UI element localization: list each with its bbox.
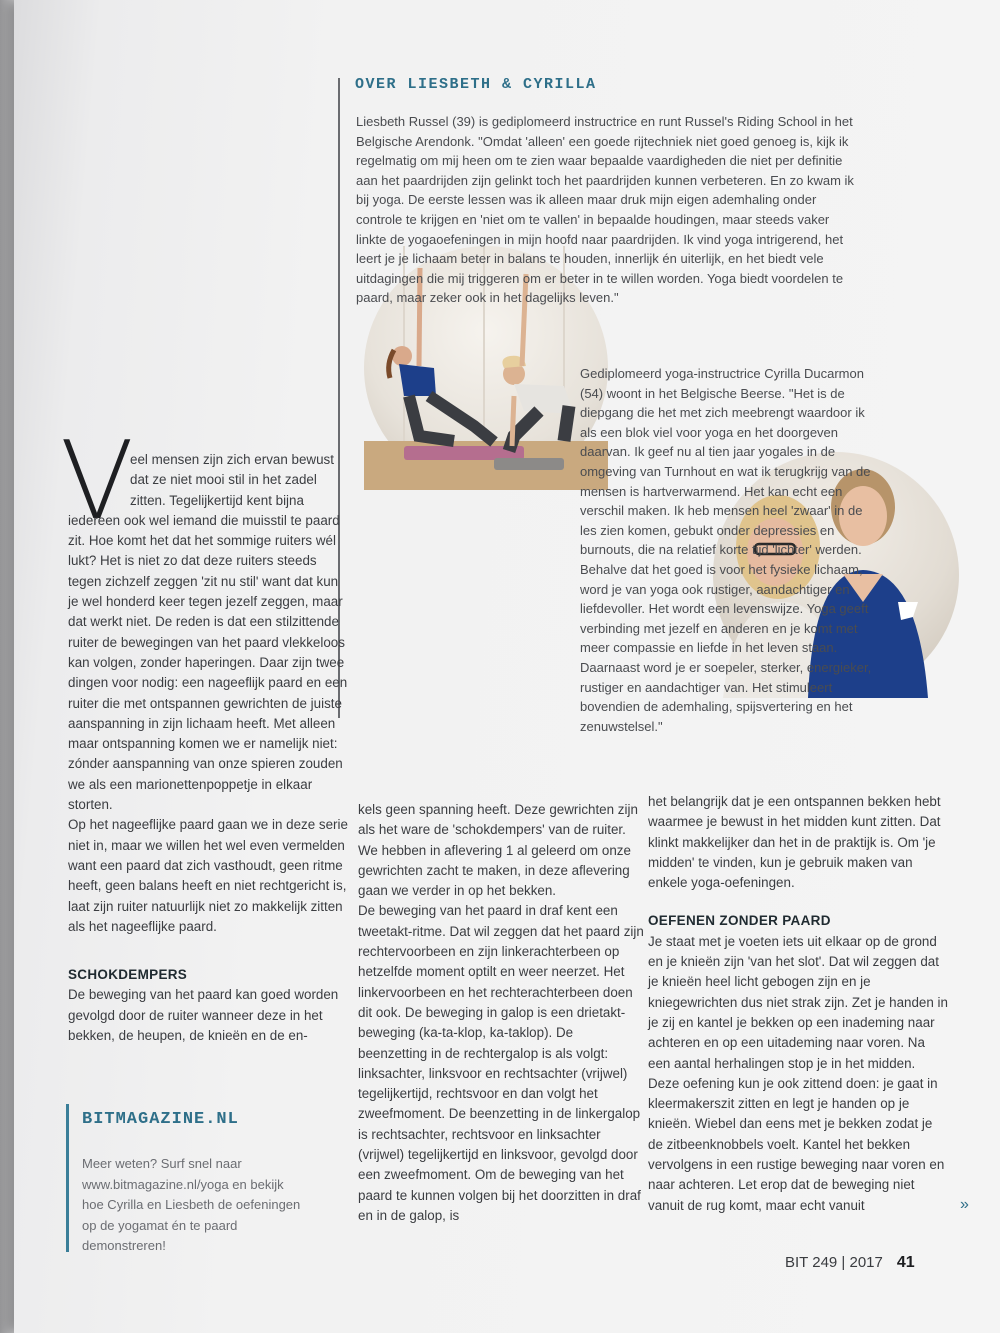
col1-intro-text: eel mensen zijn zich ervan bewust dat ze niet mooi stil in het zadel zitten. Tegelijkertijd kent bijna iedereen ook wel iemand die muisstil te paard zit. Hoe komt het dat het sommige ruiters wél lukt? Het is niet zo dat deze ruiters steeds tegen zichzelf zeggen 'zit nu stil' want dat kun je wel honderd keer tegen jezelf zeggen, maar dat werkt niet. De reden is dat een stilzittende ruiter de bewegingen van het paard vlekkeloos kan volgen, zonder haperingen. Daar zijn twee dingen voor nodig: een nageeflijk paard en een ruiter die met ontspannen gewrichten de juiste aanspanning in zijn lichaam heeft. Met alleen maar ontspanning komen we er namelijk niet: zónder aanspanning van onze spieren zouden we als een marionettenpoppetje in elkaar storten.	[68, 452, 348, 813]
drop-cap: V	[60, 419, 134, 544]
continue-arrow: »	[960, 1196, 969, 1213]
sidebar-title: BITMAGAZINE.NL	[82, 1110, 239, 1129]
issue-label: BIT 249 | 2017	[785, 1254, 883, 1271]
box-body	[356, 112, 861, 306]
column-2	[358, 800, 644, 1226]
column-1	[68, 450, 348, 1046]
box-paragraph-cyrilla-wrap	[580, 364, 880, 734]
magazine-page	[14, 0, 1000, 1333]
col3-heading: OEFENEN ZONDER PAARD	[648, 913, 831, 929]
col2-paragraph-2: De beweging van het paard in draf kent een tweetakt-ritme. Dat wil zeggen dat het paard zijn rechtervoorbeen en zijn linkerachterbeen op hetzelfde moment optilt en weer neerzet. Het linkervoorbeen en het rechterachterbeen doen dit ook. De beweging in galop is een drietakt-beweging (ka-ta-klop, ka-taklop). De beenzetting in de rechtergalop is als volgt: linksachter, linksvoor en rechtsachter (vrijwel) tegelijkertijd, rechtsvoor en dan volgt het zweefmoment. De beenzetting in de linkergalop is rechtsachter, rechtsvoor en linksachter (vrijwel) tegelijkertijd en linksvoor, gevolgd door een zweefmoment. Om de beweging van het paard te kunnen volgen bij het doorzitten in draf en in de galop, is	[358, 903, 644, 1223]
page-number: 41	[896, 1254, 915, 1271]
column-3	[648, 792, 948, 1216]
col1-paragraph-3: De beweging van het paard kan goed worden gevolgd door de ruiter wanneer deze in het bekken, de heupen, de knieën en de en-	[68, 987, 339, 1044]
box-paragraph-liesbeth: Liesbeth Russel (39) is gediplomeerd instructrice en runt Russel's Riding School in het Belgische Arendonk. "Omdat 'alleen' een goede rijtechniek niet goed genoeg is, kijk ik regelmatig om mij heen om te zien waar bepaalde vaardigheden die niet per definitie aan het paardrijden zijn gelinkt toch het paardrijden kunnen verbeteren. En zo kwam ik bij yoga. De eerste lessen was ik alleen maar druk mijn eigen ademhaling onder controle te krijgen en 'niet om te vallen' in bepaalde houdingen, maar steeds vaker linkte de yogaoefeningen in mijn hoofd naar paardrijden. Ik vind yoga intrigerend, het leert je je lichaam beter in balans te houden, innerlijk én uiterlijk, en het biedt vele uitdagingen die mij triggeren om er beter in te willen worden. Yoga biedt voordelen te paard, maar zeker ook in het dagelijks leven."	[356, 114, 854, 306]
box-paragraph-cyrilla: Gediplomeerd yoga-instructrice Cyrilla Ducarmon (54) woont in het Belgische Beerse. "Het is de diepgang die het met zich meebrengt waardoor ik als een blok viel voor yoga en het doorgeven daarvan. Ik geef nu al tien jaar yogales in de omgeving van Turnhout en wat ik terugkrijg van de mensen is hartverwarmend. Het kan echt een verschil maken. Ik heb mensen heel 'zwaar' in de les zien komen, gebukt onder depressies en burnouts, die na relatief korte tijd 'lichter' werden. Behalve dat het goed is voor het fysieke lichaam, word je van yoga ook rustiger, aandachtiger en liefdevoller. Het wordt een levenswijze. Yoga geeft verbinding met jezelf en anderen en je komt met meer compassie en liefde in het leven staan. Daarnaast word je er soepeler, sterker, energieker, rustiger en aandachtiger van. Het stimuleert bovendien de ademhaling, spijsvertering en het zenuwstelsel."	[580, 366, 872, 734]
box-heading: OVER LIESBETH & CYRILLA	[355, 76, 597, 93]
box-paragraph-liesbeth-continued	[610, 252, 872, 364]
col1-intro	[68, 450, 348, 815]
col3-paragraph-2: Je staat met je voeten iets uit elkaar op de grond en je knieën zijn 'van het slot'. Dat wil zeggen dat je knieën heel licht gebogen zijn en je kniegewrichten dus niet strak zijn. Zet je handen in je zij en kantel je bekken op een inademing naar achteren en op een uitademing naar voren. Na een aantal herhalingen stop je in het midden. Deze oefening kun je ook zittend doen: je gaat in kleermakerszit zitten en legt je handen op je knieën. Wiebel dan eens met je bekken zodat je de zitbeenknobbels voelt. Kantel het bekken vervolgens in een rustige beweging naar voren en naar achteren. Let erop dat de beweging niet vanuit de rug komt, maar echt vanuit	[648, 933, 948, 1213]
sidebar-accent-bar	[66, 1104, 69, 1252]
col1-paragraph-2: Op het nageeflijke paard gaan we in deze serie niet in, maar we willen het wel even vermelden want een paard dat zich vasthoudt, geen ritme heeft, geen balans heeft en niet rechtgericht is, laat zijn ruiter natuurlijk niet zo makkelijk zitten als het nageeflijke paard.	[68, 817, 348, 934]
col2-paragraph-1: kels geen spanning heeft. Deze gewrichten zijn als het ware de 'schokdempers' van de ruiter. We hebben in aflevering 1 al geleerd om onze gewrichten zacht te maken, in deze aflevering gaan we verder in op het bekken.	[358, 802, 638, 899]
sidebar-text: Meer weten? Surf snel naar www.bitmagazine.nl/yoga en bekijk hoe Cyrilla en Liesbeth de oefeningen op de yogamat én te paard demonstreren!	[82, 1156, 301, 1253]
col1-heading: SCHOKDEMPERS	[68, 967, 188, 983]
col3-paragraph-1: het belangrijk dat je een ontspannen bekken hebt waarmee je bewust in het midden kunt zitten. Dat klinkt makkelijker dan het in de praktijk is. Om 'je midden' te vinden, kun je gebruik maken van enkele yoga-oefeningen.	[648, 794, 941, 891]
page-footer	[785, 1254, 915, 1272]
